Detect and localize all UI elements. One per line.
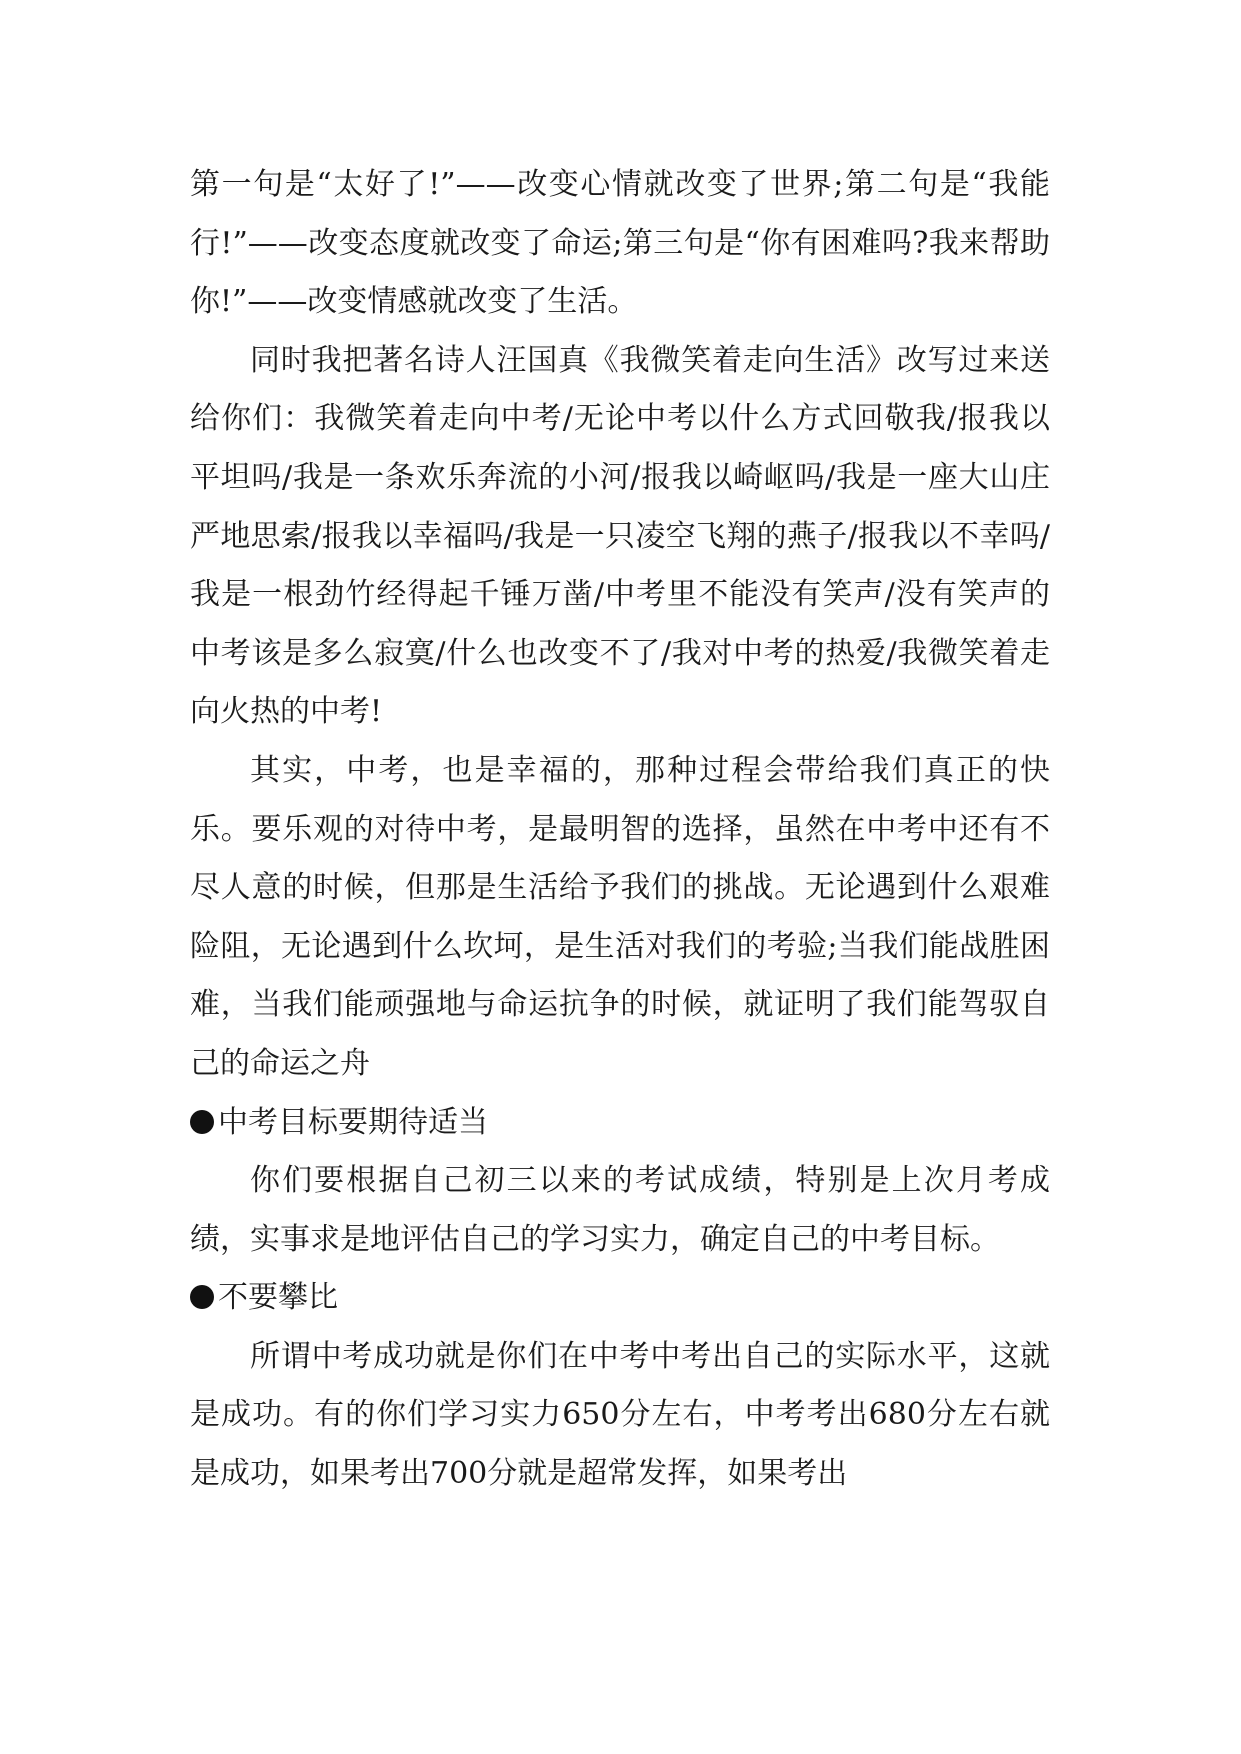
bullet-heading-target (190, 1094, 1050, 1153)
bullet-dot-icon (190, 1285, 214, 1309)
paragraph-1: 第一句是“太好了!”——改变心情就改变了世界;第二句是“我能行!”——改变态度就改变了命运;第三句是“你有困难吗?我来帮助你!”——改变情感就改变了生活。 (190, 167, 1050, 320)
bullet-heading-no-comparison-text: 不要攀比 (218, 1280, 338, 1316)
bullet-heading-target-text: 中考目标要期待适当 (218, 1104, 488, 1140)
paragraph-4: 你们要根据自己初三以来的考试成绩，特别是上次月考成绩，实事求是地评估自己的学习实力，确定自己的中考目标。 (190, 1163, 1050, 1257)
bullet-heading-no-comparison (190, 1269, 1050, 1328)
paragraph-3: 其实，中考，也是幸福的，那种过程会带给我们真正的快乐。要乐观的对待中考，是最明智的选择，虽然在中考中还有不尽人意的时候，但那是生活给予我们的挑战。无论遇到什么艰难险阻，无论遇到什么坎坷，是生活对我们的考验;当我们能战胜困难，当我们能顽强地与命运抗争的时候，就证明了我们能驾驭自己的命运之舟 (190, 752, 1050, 1081)
paragraph-5: 所谓中考成功就是你们在中考中考出自己的实际水平，这就是成功。有的你们学习实力650分左右，中考考出680分左右就是成功，如果考出700分就是超常发挥，如果考出 (190, 1338, 1050, 1492)
bullet-dot-icon (190, 1110, 214, 1134)
paragraph-2: 同时我把著名诗人汪国真《我微笑着走向生活》改写过来送给你们：我微笑着走向中考/无论中考以什么方式回敬我/报我以平坦吗/我是一条欢乐奔流的小河/报我以崎岖吗/我是一座大山庄严地思索/报我以幸福吗/我是一只凌空飞翔的燕子/报我以不幸吗/我是一根劲竹经得起千锤万凿/中考里不能没有笑声/没有笑声的中考该是多么寂寞/什么也改变不了/我对中考的热爱/我微笑着走向火热的中考! (190, 342, 1050, 730)
document-body (190, 156, 1050, 1504)
